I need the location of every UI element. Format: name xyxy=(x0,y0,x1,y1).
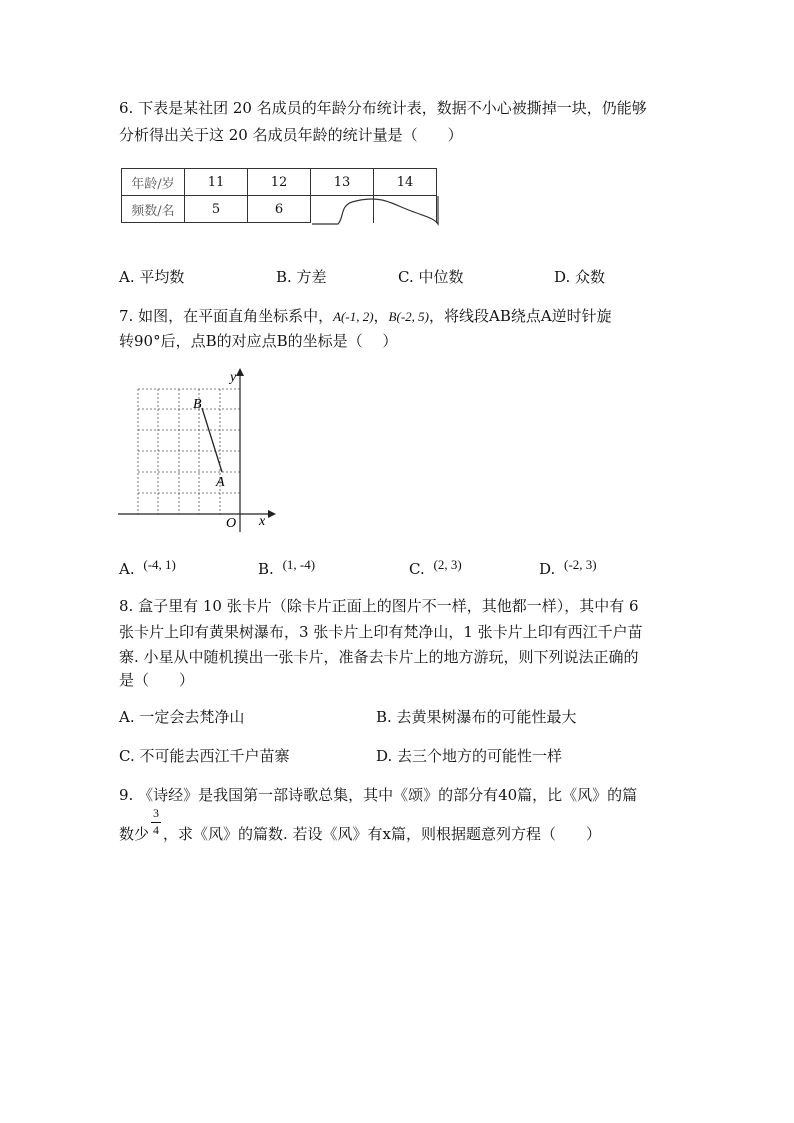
x-axis-arrow xyxy=(268,510,276,518)
fraction-numerator: 3 xyxy=(153,806,159,820)
label-b: B xyxy=(193,397,202,412)
grid-lines xyxy=(138,389,240,514)
table-cell: 12 xyxy=(248,169,311,196)
q8-stem-line-1: 8. 盒子里有 10 张卡片（除卡片正面上的图片不一样，其他都一样），其中有 6 xyxy=(119,597,639,615)
q6-option-a: A. 平均数 xyxy=(119,268,185,286)
label-a: A xyxy=(216,475,225,490)
q7-point-a: A(-1, 2) xyxy=(333,309,374,324)
table-cell: 年龄/岁 xyxy=(122,169,185,196)
q9-stem-line-1: 9. 《诗经》是我国第一部诗歌总集，其中《颂》的部分有40篇，比《风》的篇 xyxy=(119,786,638,804)
q7-stem-suffix: ，将线段AB绕点A逆时针旋 xyxy=(428,307,612,325)
q8-stem-line-3: 寨. 小星从中随机摸出一张卡片，准备去卡片上的地方游玩，则下列说法正确的 xyxy=(119,648,639,666)
q7-option-d xyxy=(539,558,597,581)
option-letter: C. xyxy=(409,560,425,578)
q7-stem-prefix: 7. 如图，在平面直角坐标系中， xyxy=(119,307,334,325)
q6-option-d: D. 众数 xyxy=(554,268,606,286)
option-letter: B. xyxy=(258,560,274,578)
q7-option-a xyxy=(119,558,176,581)
q8-option-c: C. 不可能去西江千户苗寨 xyxy=(119,747,290,765)
option-letter: D. xyxy=(539,560,556,578)
torn-edge-drawing xyxy=(310,194,442,230)
option-letter: A. xyxy=(119,560,135,578)
q7-stem-line-2: 转90°后，点B的对应点B的坐标是（ ） xyxy=(119,332,398,350)
q7-point-b: B(-2, 5) xyxy=(388,309,429,324)
option-value: (1, -4) xyxy=(282,557,316,572)
q7-option-c xyxy=(409,558,462,581)
table-cell: 14 xyxy=(374,169,437,196)
label-y: y xyxy=(230,370,237,385)
table-cell: 11 xyxy=(185,169,248,196)
q9-stem-part-a: 数少 xyxy=(119,825,150,843)
q8-stem-line-2: 张卡片上印有黄果树瀑布，3 张卡片上印有梵净山，1 张卡片上印有西江千户苗 xyxy=(119,623,643,641)
q8-option-b: B. 去黄果树瀑布的可能性最大 xyxy=(376,708,577,726)
q9-stem-part-b: ，求《风》的篇数. 若设《风》有x篇，则根据题意列方程（ ） xyxy=(163,825,602,843)
table-cell: 13 xyxy=(311,169,374,196)
q8-option-d: D. 去三个地方的可能性一样 xyxy=(376,747,563,765)
segment-ab xyxy=(202,408,222,472)
option-value: (-2, 3) xyxy=(564,557,597,572)
q7-coordinate-figure xyxy=(118,366,278,536)
q6-option-b: B. 方差 xyxy=(276,268,327,286)
q8-stem-line-4: 是（ ） xyxy=(119,671,195,689)
table-cell: 频数/名 xyxy=(122,196,185,223)
q7-option-b xyxy=(258,558,315,581)
option-value: (2, 3) xyxy=(433,557,462,572)
label-x: x xyxy=(259,514,266,529)
q7-stem-line-1 xyxy=(119,305,612,328)
y-axis-arrow xyxy=(236,368,244,376)
q6-option-c: C. 中位数 xyxy=(398,268,464,286)
q6-stem-line-1: 6. 下表是某社团 20 名成员的年龄分布统计表，数据不小心被撕掉一块，仍能够 xyxy=(119,99,647,117)
label-origin: O xyxy=(226,516,237,531)
q8-option-a: A. 一定会去梵净山 xyxy=(119,708,245,726)
table-cell: 5 xyxy=(185,196,248,223)
q7-separator: ， xyxy=(373,307,389,325)
q9-stem-line-2 xyxy=(119,823,601,845)
option-value: (-4, 1) xyxy=(143,557,176,572)
q6-stem-line-2: 分析得出关于这 20 名成员年龄的统计量是（ ） xyxy=(119,126,463,144)
table-cell: 6 xyxy=(248,196,311,223)
table-row xyxy=(122,169,437,196)
fraction-denominator: 4 xyxy=(153,823,159,837)
